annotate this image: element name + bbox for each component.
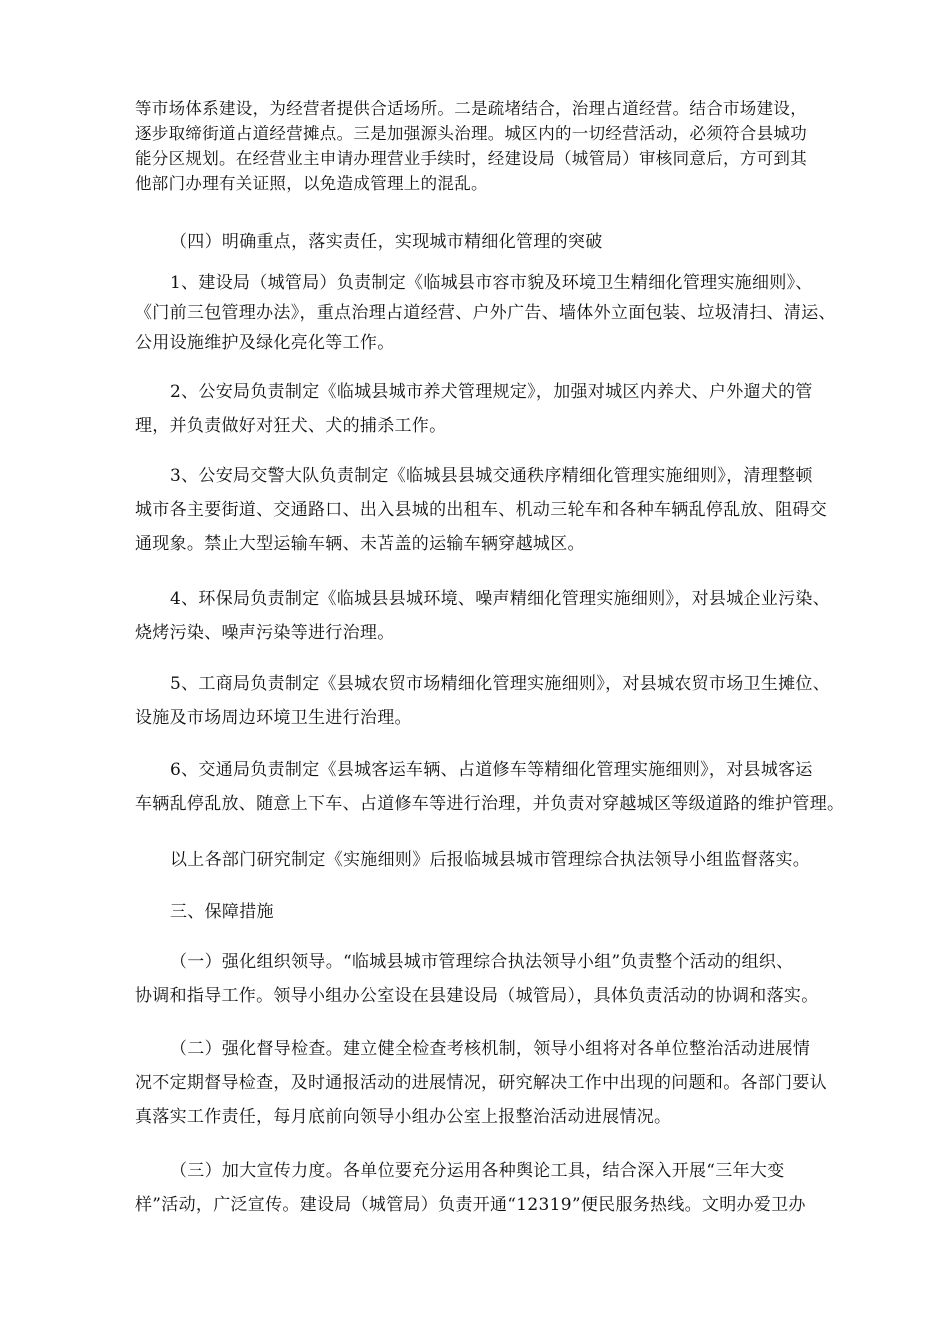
text-line: 等市场体系建设，为经营者提供合适场所。二是疏堵结合，治理占道经营。结合市场建设，: [135, 99, 807, 118]
text-line: 5、工商局负责制定《县城农贸市场精细化管理实施细则》，对县城农贸市场卫生摊位、: [170, 674, 831, 694]
text-line: 逐步取缔街道占道经营摊点。三是加强源头治理。城区内的一切经营活动，必须符合县城功: [135, 124, 807, 143]
text-line: 公用设施维护及绿化亮化等工作。: [135, 333, 395, 353]
text-line: 4、环保局负责制定《临城县县城环境、噪声精细化管理实施细则》，对县城企业污染、: [170, 589, 831, 609]
text-line: 能分区规划。在经营业主申请办理营业手续时，经建设局（城管局）审核同意后，方可到其: [135, 149, 807, 168]
section-heading: （四）明确重点，落实责任，实现城市精细化管理的突破: [170, 232, 603, 252]
text-line: （二）强化督导检查。建立健全检查考核机制，领导小组将对各单位整治活动进展情: [170, 1039, 811, 1059]
text-line: 1、建设局（城管局）负责制定《临城县市容市貌及环境卫生精细化管理实施细则》、: [170, 273, 813, 293]
text-line: 烧烤污染、噪声污染等进行治理。: [135, 623, 395, 643]
text-line: 通现象。禁止大型运输车辆、未苫盖的运输车辆穿越城区。: [135, 534, 585, 554]
text-line: 况不定期督导检查，及时通报活动的进展情况，研究解决工作中出现的问题和。各部门要认: [135, 1073, 827, 1093]
text-line: 车辆乱停乱放、随意上下车、占道修车等进行治理，并负责对穿越城区等级道路的维护管理。: [135, 794, 845, 814]
text-line: 2、公安局负责制定《临城县城市养犬管理规定》，加强对城区内养犬、户外遛犬的管: [170, 382, 813, 402]
text-line: 《门前三包管理办法》，重点治理占道经营、户外广告、墙体外立面包装、垃圾清扫、清运、: [135, 303, 836, 323]
text-line: 他部门办理有关证照，以免造成管理上的混乱。: [135, 174, 488, 193]
text-line: 设施及市场周边环境卫生进行治理。: [135, 708, 412, 728]
text-line: 样”活动，广泛宣传。建设局（城管局）负责开通“12319”便民服务热线。文明办爱卫办: [135, 1195, 806, 1215]
text-line: 以上各部门研究制定《实施细则》后报临城县城市管理综合执法领导小组监督落实。: [170, 850, 811, 870]
text-line: 3、公安局交警大队负责制定《临城县县城交通秩序精细化管理实施细则》，清理整顿: [170, 466, 813, 486]
text-line: 城市各主要街道、交通路口、出入县城的出租车、机动三轮车和各种车辆乱停乱放、阻碍交: [135, 500, 827, 520]
text-line: （一）强化组织领导。“临城县城市管理综合执法领导小组”负责整个活动的组织、: [170, 952, 794, 972]
text-line: 理，并负责做好对狂犬、犬的捕杀工作。: [135, 416, 447, 436]
text-line: （三）加大宣传力度。各单位要充分运用各种舆论工具，结合深入开展“三年大变: [170, 1161, 785, 1181]
section-heading: 三、保障措施: [170, 902, 274, 922]
text-line: 协调和指导工作。领导小组办公室设在县建设局（城管局），具体负责活动的协调和落实。: [135, 986, 819, 1006]
text-line: 真落实工作责任，每月底前向领导小组办公室上报整治活动进展情况。: [135, 1107, 672, 1127]
text-line: 6、交通局负责制定《县城客运车辆、占道修车等精细化管理实施细则》，对县城客运: [170, 760, 813, 780]
